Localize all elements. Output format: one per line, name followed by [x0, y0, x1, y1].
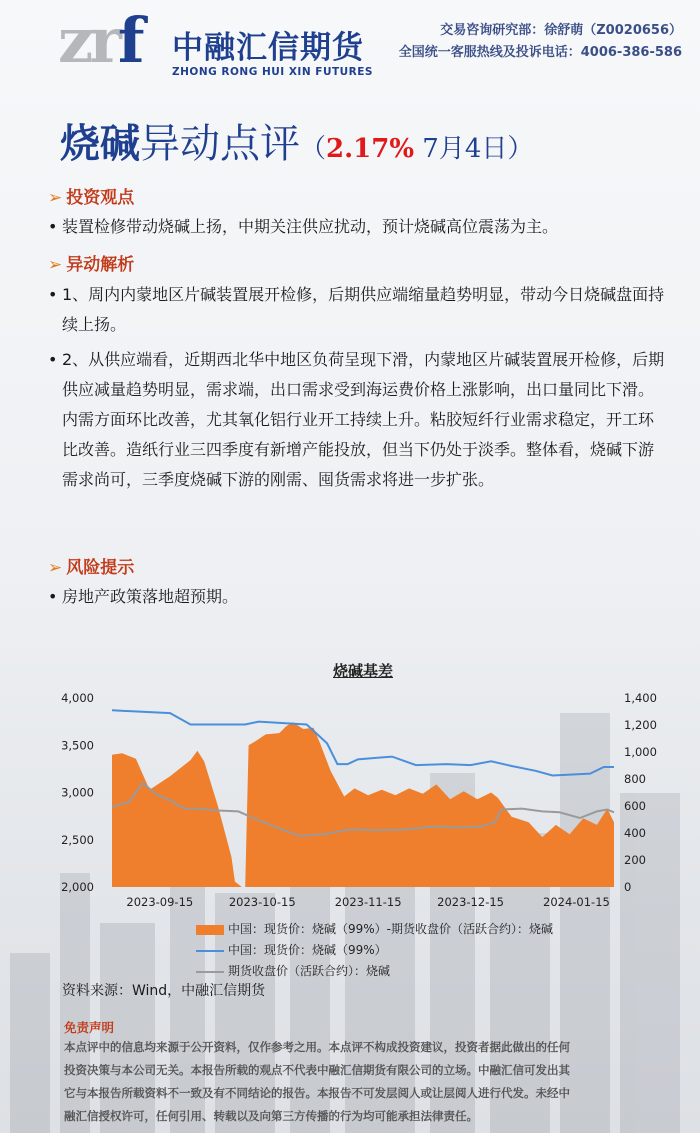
x-axis-tick-label: 2023-10-15: [228, 895, 296, 909]
left-axis-tick-label: 4,000: [61, 691, 94, 705]
bullet-icon: •: [48, 587, 58, 606]
disclaimer-line: 本点评中的信息均来源于公开资料，仅作参考之用。本点评不构成投资建议，投资者据此做出的任何: [64, 1040, 570, 1054]
legend-label-basis: 中国：现货价：烧碱（99%）-期货收盘价（活跃合约）：烧碱: [228, 922, 554, 936]
title-change: 2.17%: [326, 134, 415, 164]
company-logo: [58, 4, 145, 77]
title-product: 烧碱: [60, 120, 140, 167]
analysis-text-1: 1、周内内蒙地区片碱装置展开检修，后期供应端缩量趋势明显，带动今日烧碱盘面持续上扬。: [62, 285, 665, 334]
bullet-icon: •: [48, 217, 58, 236]
contact-info: [399, 20, 682, 64]
hotline-line: 全国统一客服热线及投诉电话：4006-386-586: [398, 45, 682, 60]
company-name-cn: 中融汇信期货: [172, 30, 364, 66]
section-heading-risk: [48, 553, 134, 578]
arrow-icon: ➢: [48, 558, 63, 578]
risk-text: 房地产政策落地超预期。: [62, 587, 239, 606]
right-axis-tick-label: 600: [624, 799, 646, 813]
logo-zr: zr: [58, 4, 118, 77]
legend-swatch-futures: [196, 971, 224, 973]
legend-item-futures: [196, 962, 390, 979]
analyst-line: 交易咨询研究部：徐舒萌（Z0020656）: [440, 23, 682, 38]
header: [0, 0, 700, 92]
section-heading-view: [48, 183, 134, 208]
x-axis-tick-label: 2023-12-15: [437, 895, 504, 909]
section-heading-analysis: [48, 250, 134, 275]
left-axis-tick-label: 3,000: [61, 785, 94, 800]
chart-title: 烧碱基差: [332, 662, 393, 680]
arrow-icon: ➢: [48, 255, 63, 275]
disclaimer-heading: 免责声明: [64, 1020, 115, 1035]
title-close-paren: ）: [507, 134, 534, 164]
right-axis-tick-label: 1,400: [624, 691, 657, 705]
analysis-paragraph-1: [48, 280, 666, 340]
title-open-paren: （: [300, 134, 327, 164]
right-axis-tick-label: 200: [624, 853, 646, 867]
right-axis-tick-label: 1,200: [624, 718, 657, 732]
disclaimer-line: 融汇信授权许可，任何引用、转载以及向第三方传播的行为均可能承担法律责任。: [64, 1109, 478, 1123]
legend-label-spot: 中国：现货价：烧碱（99%）: [228, 943, 387, 957]
disclaimer-body: [64, 1036, 654, 1128]
bullet-icon: •: [48, 350, 58, 369]
legend-swatch-spot: [196, 950, 224, 952]
analysis-text-2: 2、从供应端看，近期西北华中地区负荷呈现下滑，内蒙地区片碱装置展开检修，后期供应减量趋势明显，需求端，出口需求受到海运费价格上涨影响，出口量同比下滑。内需方面环比改善，尤其氧化铝行业开工持续上升。粘胶短纤行业需求稳定，开工环比改善。造纸行业三四季度有新增产能投放，但当下仍处于淡季。整体看，烧碱下游需求尚可，三季度烧碱下游的刚需、囤货需求将进一步扩张。: [62, 350, 665, 489]
series-area-basis: [112, 722, 614, 887]
right-axis-tick-label: 400: [624, 826, 646, 840]
basis-chart: [0, 680, 700, 910]
disclaimer-line: 投资决策与本公司无关。本报告所载的观点不代表中融汇信期货有限公司的立场。中融汇信可发出其: [64, 1063, 570, 1077]
legend-swatch-basis: [196, 925, 224, 935]
left-axis-tick-label: 3,500: [61, 738, 94, 753]
page-title: [60, 112, 533, 169]
legend-label-futures: 期货收盘价（活跃合约）：烧碱: [228, 964, 391, 978]
arrow-icon: ➢: [48, 188, 63, 208]
data-source: 资料来源：Wind，中融汇信期货: [62, 983, 266, 999]
bullet-icon: •: [48, 285, 58, 304]
risk-paragraph: [48, 582, 666, 612]
analysis-heading: 异动解析: [66, 255, 135, 275]
right-axis-tick-label: 800: [624, 772, 646, 786]
right-axis-tick-label: 0: [624, 880, 632, 894]
logo-f: f: [117, 4, 145, 77]
view-heading: 投资观点: [66, 188, 135, 208]
title-type: 异动点评: [140, 121, 300, 167]
left-axis-tick-label: 2,500: [61, 832, 94, 847]
disclaimer-line: 它与本报告所载资料不一致及有不同结论的报告。本报告不可发层阅人或让层阅人进行代发。未经中: [64, 1086, 570, 1100]
x-axis-tick-label: 2023-09-15: [126, 895, 194, 909]
analysis-paragraph-2: [48, 345, 666, 495]
view-paragraph: [48, 212, 666, 242]
title-date: 7月4日: [414, 134, 508, 164]
left-axis-tick-label: 2,000: [61, 880, 94, 894]
x-axis-tick-label: 2024-01-15: [543, 895, 610, 909]
risk-heading: 风险提示: [66, 558, 135, 578]
legend-item-basis: [196, 920, 553, 937]
x-axis-tick-label: 2023-11-15: [334, 895, 402, 909]
company-name-en: ZHONG RONG HUI XIN FUTURES: [172, 66, 373, 78]
legend-item-spot: [196, 941, 387, 958]
view-text: 装置检修带动烧碱上扬，中期关注供应扰动，预计烧碱高位震荡为主。: [62, 217, 559, 236]
right-axis-tick-label: 1,000: [624, 745, 657, 759]
